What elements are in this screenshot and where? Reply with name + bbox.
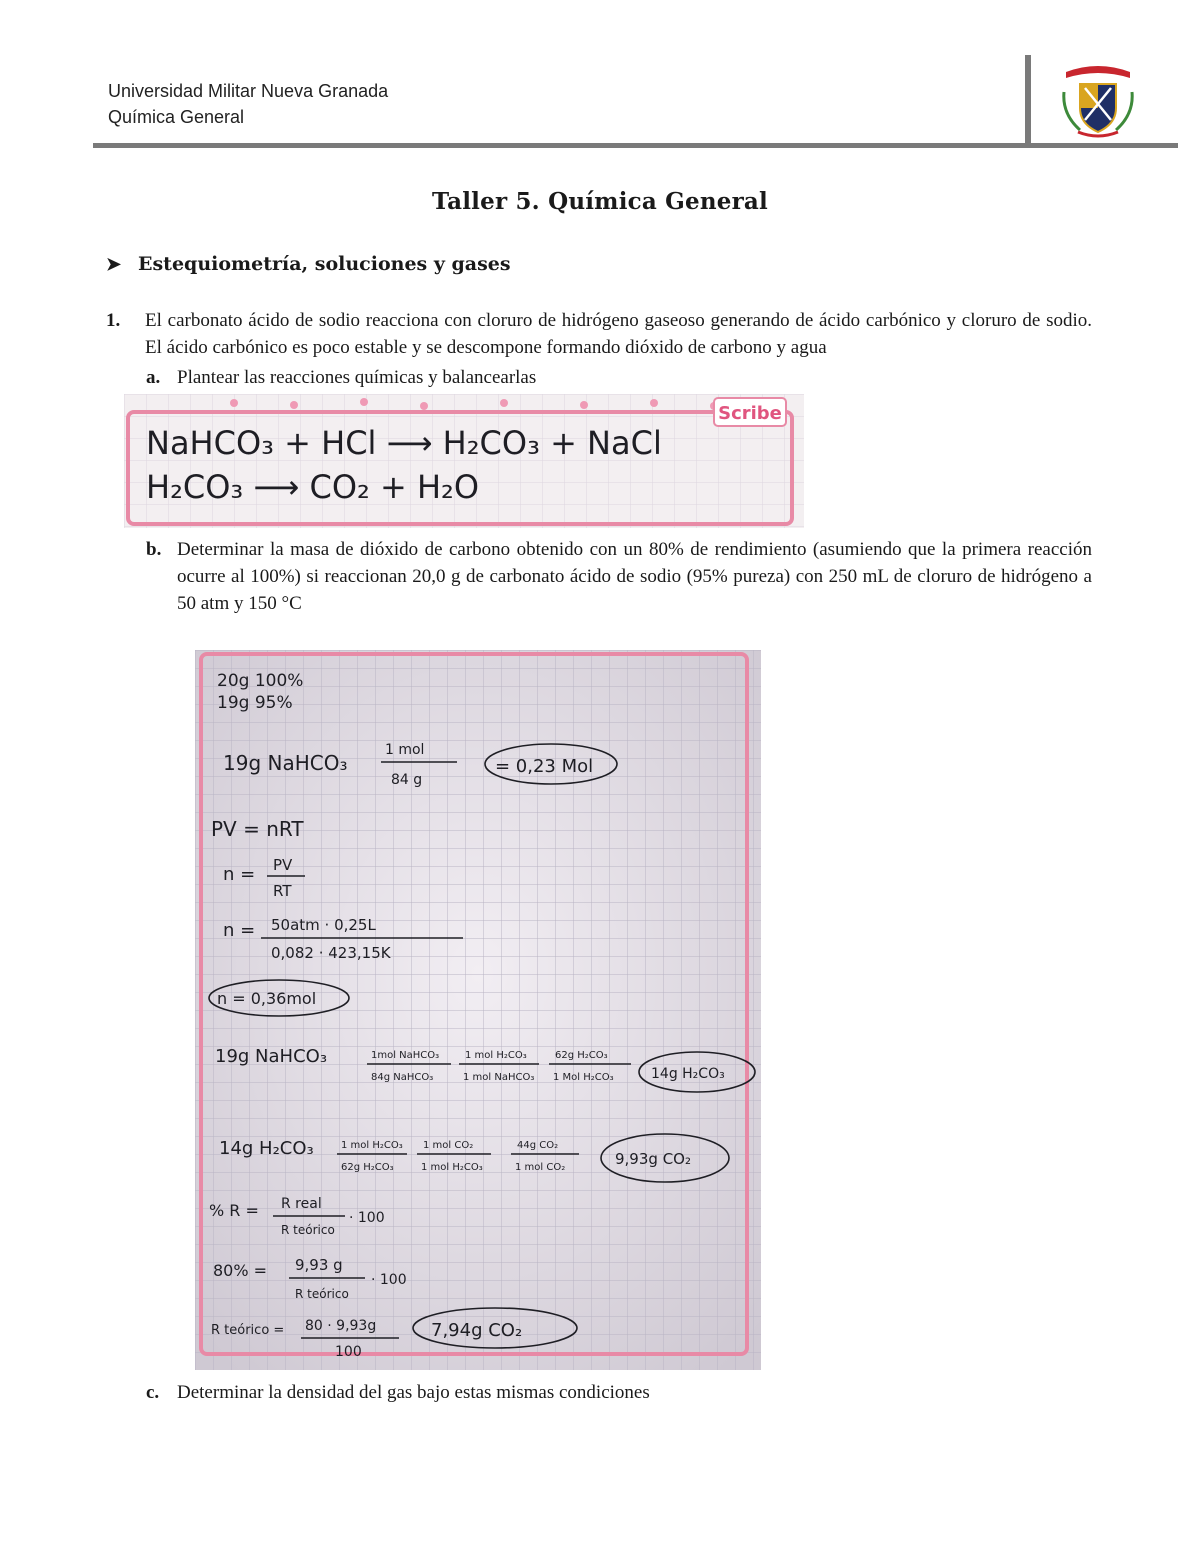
arrow-bullet-icon: ➤ <box>106 254 122 275</box>
handwritten-text: 80% = <box>213 1261 268 1280</box>
reaction-1: NaHCO₃ + HCl ⟶ H₂CO₃ + NaCl <box>146 424 662 462</box>
handwritten-text: 1 mol <box>385 742 425 758</box>
handwritten-text: 0,082 · 423,15K <box>271 944 391 962</box>
university-name: Universidad Militar Nueva Granada <box>108 81 389 101</box>
handwritten-text: 20g 100% <box>217 671 304 691</box>
question-1 <box>106 307 1092 361</box>
handwritten-text: n = <box>223 864 256 885</box>
handwritten-text: PV <box>273 856 293 874</box>
handwritten-text: 50atm · 0,25L <box>271 916 376 934</box>
course-name: Química General <box>108 107 245 127</box>
subquestion-label: b. <box>146 539 162 560</box>
header-horizontal-rule <box>93 143 1178 148</box>
handwritten-text: 19g 95% <box>217 693 293 713</box>
section-heading <box>106 253 511 275</box>
handwritten-text: R teórico <box>281 1223 335 1237</box>
question-text: El carbonato ácido de sodio reacciona con cloruro de hidrógeno gaseoso generando de ácido carbónico y cloruro de sodio. El ácido carbónico es poco estable y se descompone formando dióxido de carbono y agua <box>145 310 1092 358</box>
handwritten-text: 19g NaHCO₃ <box>215 1046 328 1067</box>
question-number: 1. <box>106 310 121 331</box>
handwritten-text: 1mol NaHCO₃ <box>371 1050 440 1061</box>
handwritten-text: 1 mol H₂CO₃ <box>421 1162 483 1173</box>
page-header <box>108 78 388 130</box>
subquestion-label: a. <box>146 367 161 388</box>
handwritten-text: PV = nRT <box>211 817 304 841</box>
handwritten-text: 1 mol H₂CO₃ <box>341 1140 403 1151</box>
handwritten-text: 1 mol NaHCO₃ <box>463 1072 535 1083</box>
handwritten-text: % R = <box>209 1201 259 1220</box>
handwritten-solution-photo <box>195 650 761 1370</box>
handwritten-text: RT <box>273 882 292 900</box>
handwritten-reactions-photo <box>124 394 804 528</box>
handwritten-text: 1 mol CO₂ <box>423 1140 474 1151</box>
university-seal-icon <box>1058 62 1138 138</box>
handwritten-text: 84g NaHCO₃ <box>371 1072 434 1083</box>
handwritten-text: 44g CO₂ <box>517 1140 559 1151</box>
subquestion-text: Determinar la masa de dióxido de carbono obtenido con un 80% de rendimiento (asumiendo que la primera reacción ocurre al 100%) si reaccionan 20,0 g de carbonato ácido de sodio (95% pureza) con 250 mL de cloruro de hidrógeno a 50 atm y 150 °C <box>177 539 1092 614</box>
handwritten-text: 62g H₂CO₃ <box>341 1162 394 1173</box>
handwritten-text: n = 0,36mol <box>217 989 317 1008</box>
handwritten-text: 9,93g CO₂ <box>615 1150 691 1168</box>
subquestion-label: c. <box>146 1382 160 1403</box>
handwritten-text: 100 <box>335 1344 362 1360</box>
handwritten-text: 7,94g CO₂ <box>431 1320 523 1341</box>
handwritten-text: 84 g <box>391 772 423 788</box>
handwritten-text: = 0,23 Mol <box>495 756 594 777</box>
handwritten-text: R real <box>281 1196 322 1212</box>
subquestion-text: Plantear las reacciones químicas y balancearlas <box>177 367 537 388</box>
handwritten-text: 1 mol H₂CO₃ <box>465 1050 527 1061</box>
reaction-2: H₂CO₃ ⟶ CO₂ + H₂O <box>146 468 480 506</box>
handwritten-text: 14g H₂CO₃ <box>651 1066 725 1082</box>
handwritten-text: 1 mol CO₂ <box>515 1162 566 1173</box>
subquestion-c <box>146 1379 1092 1406</box>
handwritten-text: n = <box>223 920 256 941</box>
handwritten-text: R teórico = <box>211 1323 285 1338</box>
handwritten-text: 19g NaHCO₃ <box>223 751 348 775</box>
handwritten-text: 14g H₂CO₃ <box>219 1138 314 1159</box>
handwritten-text: 62g H₂CO₃ <box>555 1050 608 1061</box>
page-title: Taller 5. Química General <box>432 188 768 215</box>
handwritten-text: R teórico <box>295 1287 349 1301</box>
handwritten-text: 1 Mol H₂CO₃ <box>553 1072 614 1083</box>
subquestion-text: Determinar la densidad del gas bajo estas mismas condiciones <box>177 1382 650 1403</box>
handwritten-text: 80 · 9,93g <box>305 1318 377 1334</box>
scribe-tag: Scribe <box>718 403 782 424</box>
handwritten-text: · 100 <box>371 1272 407 1288</box>
section-title: Estequiometría, soluciones y gases <box>138 253 511 275</box>
subquestion-b <box>146 536 1092 617</box>
header-vertical-rule <box>1025 55 1031 143</box>
subquestion-a <box>146 364 1092 391</box>
handwritten-text: 9,93 g <box>295 1256 343 1274</box>
handwritten-text: · 100 <box>349 1210 385 1226</box>
